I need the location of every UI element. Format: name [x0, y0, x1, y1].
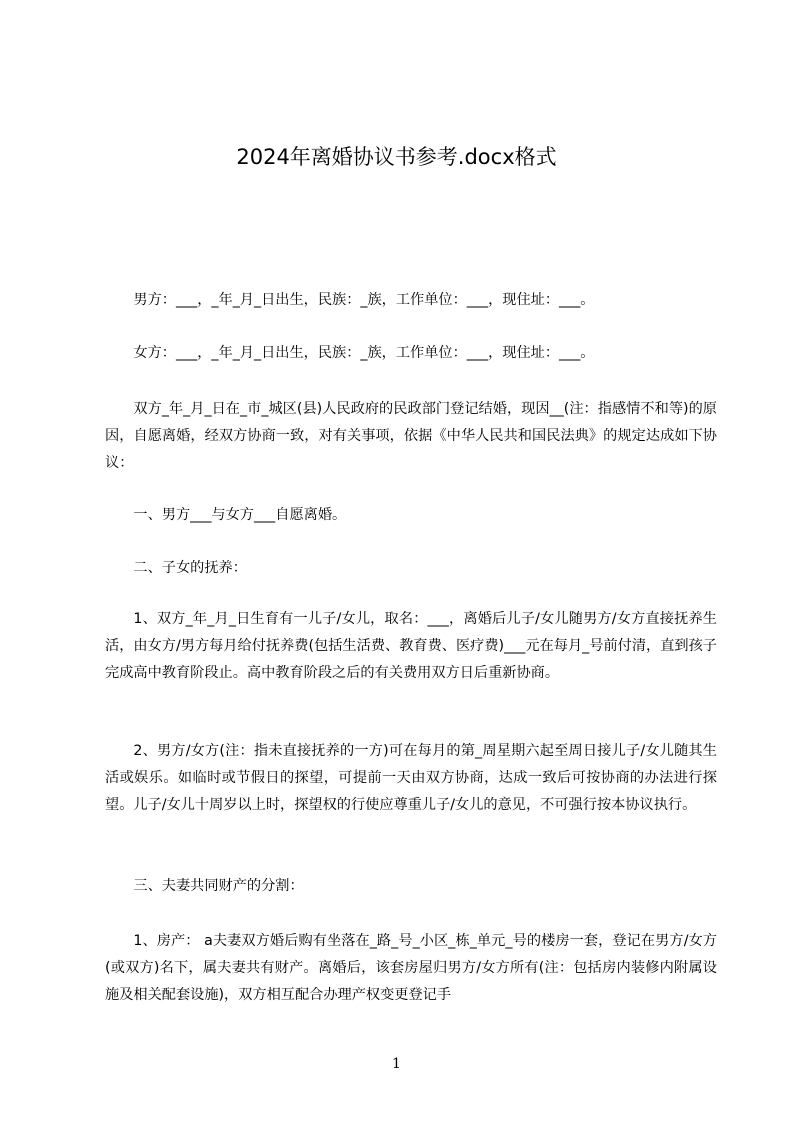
preamble-paragraph: 双方_年_月_日在_市_城区(县)人民政府的民政部门登记结婚，现因__(注：指感情不和等)的原因，自愿离婚，经双方协商一致，对有关事项，依据《中华人民共和国民法典》的规定达成如下协议：	[105, 401, 717, 471]
page-number: 1	[392, 1056, 401, 1072]
party-female-line: 女方：___，_年_月_日出生，民族：_族，工作单位：___，现住址：___。	[133, 345, 595, 361]
clause-2-heading: 二、子女的抚养：	[133, 560, 247, 576]
clause-3-heading: 三、夫妻共同财产的分割：	[133, 878, 304, 894]
clause-2-item-1: 1、双方_年_月_日生育有一儿子/女儿，取名：___，离婚后儿子/女儿随男方/女方直接抚养生活，由女方/男方每月给付抚养费(包括生活费、教育费、医疗费)___元在每月_号前付清，直到孩子完成高中教育阶段止。高中教育阶段之后的有关费用双方日后重新协商。	[105, 611, 717, 681]
party-male-line: 男方：___，_年_月_日出生，民族：_族，工作单位：___，现住址：___。	[133, 292, 595, 308]
clause-1: 一、男方___与女方___自愿离婚。	[133, 507, 347, 523]
clause-3-item-1: 1、房产： a夫妻双方婚后购有坐落在_路_号_小区_栋_单元_号的楼房一套，登记在男方/女方(或双方)名下，属夫妻共有财产。离婚后，该套房屋归男方/女方所有(注：包括房内装修内附属设施及相关配套设施)，双方相互配合办理产权变更登记手	[105, 933, 717, 1003]
clause-2-item-2: 2、男方/女方(注：指未直接抚养的一方)可在每月的第_周星期六起至周日接儿子/女儿随其生活或娱乐。如临时或节假日的探望，可提前一天由双方协商，达成一致后可按协商的办法进行探望。儿子/女儿十周岁以上时，探望权的行使应尊重儿子/女儿的意见，不可强行按本协议执行。	[105, 743, 717, 813]
document-title: 2024年离婚协议书参考.docx格式	[236, 145, 557, 169]
